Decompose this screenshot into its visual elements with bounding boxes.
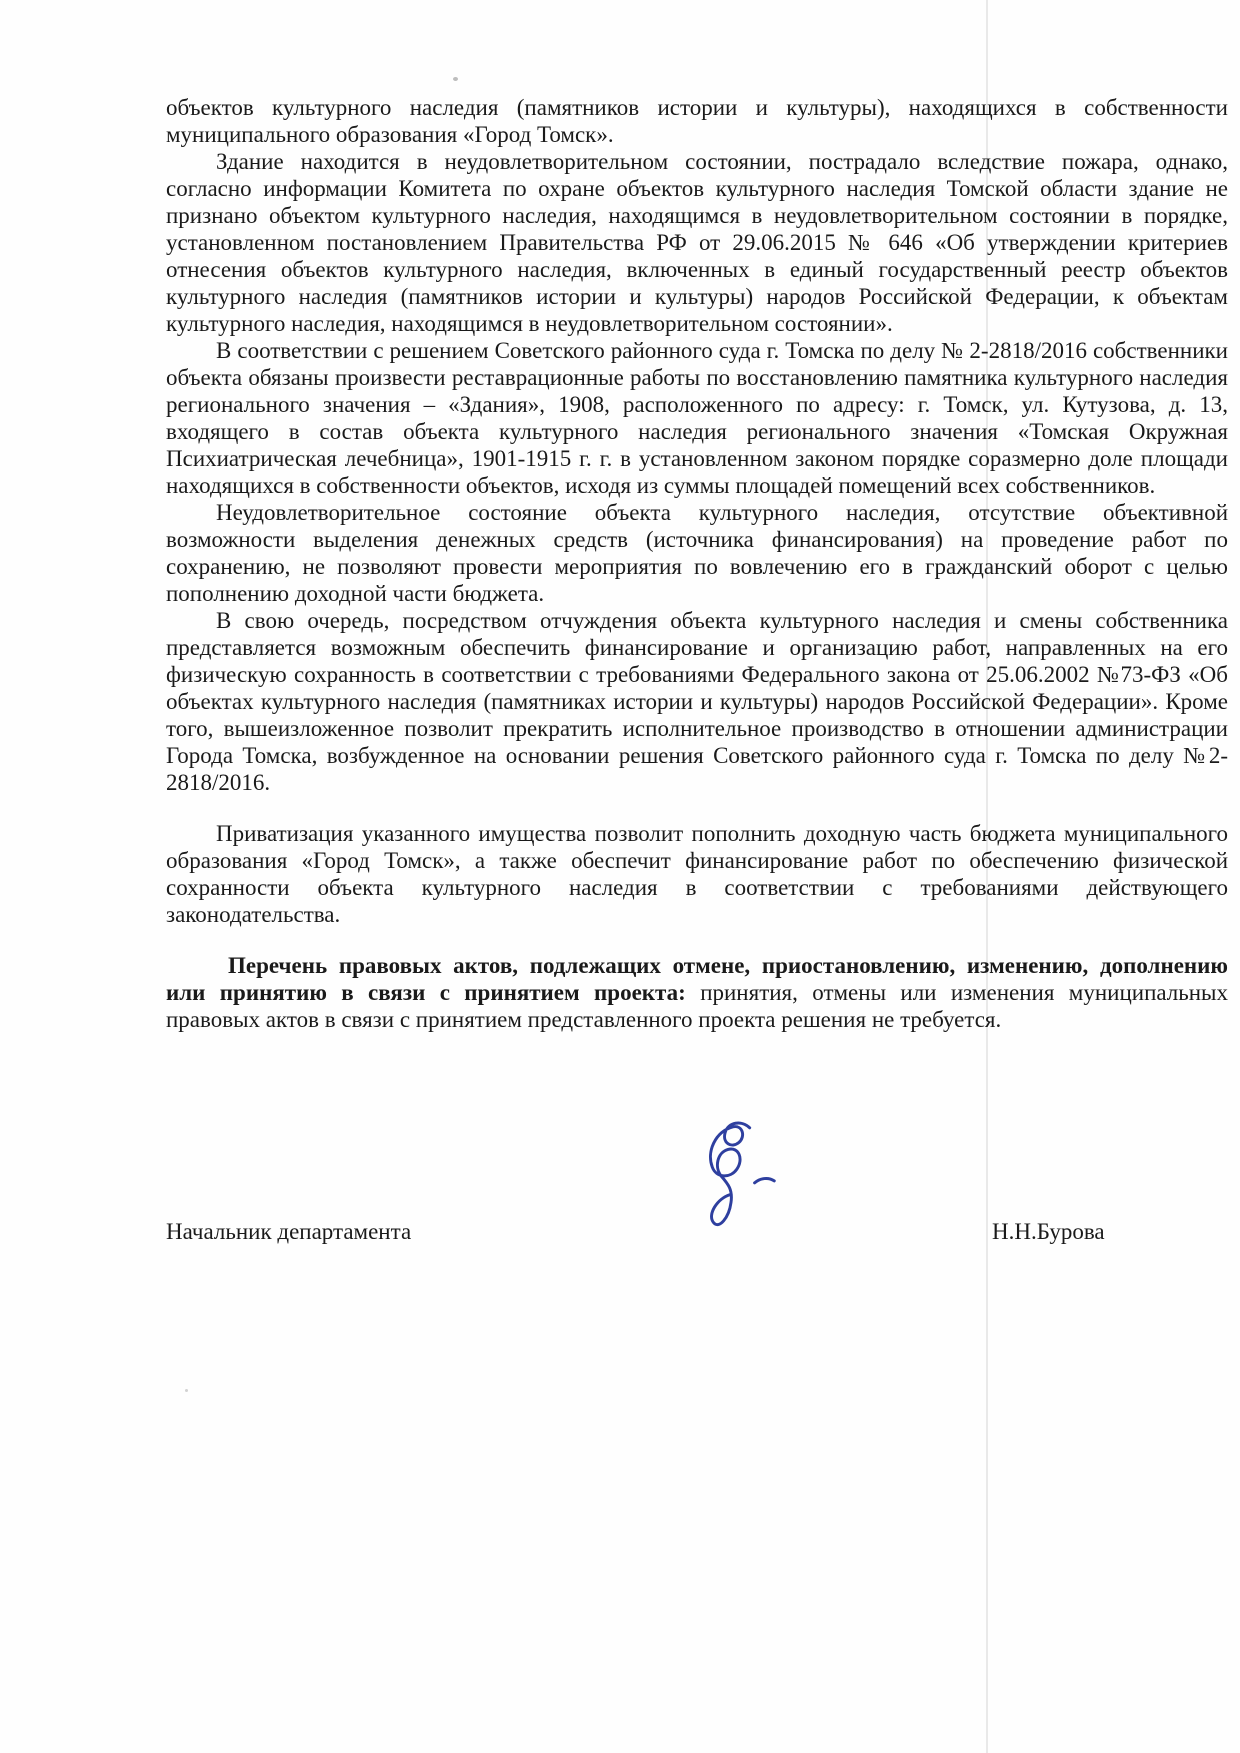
handwritten-signature-icon [671,1116,789,1234]
paragraph-building-condition: Здание находится в неудовлетворительном состоянии, пострадало вследствие пожара, однако, согласно информации Комитета по охране объектов культурного наследия Томской области здание не признано объектом культурного наследия, находящимся в неудовлетворительном состоянии в порядке, установленном постановлением Правительства РФ от 29.06.2015 № 646 «Об утверждении критериев отнесения объектов культурного наследия, включенных в единый государственный реестр объектов культурного наследия (памятников истории и культуры) народов Российской Федерации, к объектам культурного наследия, находящимся в неудовлетворительном состоянии». [166,149,1228,336]
legal-acts-bold-lead: Перечень правовых актов, подлежащих отмене, приостановлению, изменению, дополнению или принятию в связи с принятием проекта: [166,953,1228,1005]
paragraph-continuation: объектов культурного наследия (памятников истории и культуры), находящихся в собственности муниципального образования «Город Томск». [166,95,1228,147]
paragraph-privatization: Приватизация указанного имущества позволит пополнить доходную часть бюджета муниципального образования «Город Томск», а также обеспечит финансирование работ по обеспечению физической сохранности объекта культурного наследия в соответствии с требованиями действующего законодательства. [166,821,1228,927]
signatory-name: Н.Н.Бурова [992,1219,1105,1244]
legal-acts-text: принятия, отмены или изменения муниципальных правовых актов в связи с принятием представленного проекта решения не требуется. [166,980,1229,1032]
paragraph-alienation: В свою очередь, посредством отчуждения объекта культурного наследия и смены собственника представляется возможным обеспечить финансирование и организацию работ, направленных на его физическую сохранность в соответствии с требованиями Федерального закона от 25.06.2002 №73-ФЗ «Об объектах культурного наследия (памятниках истории и культуры) народов Российской Федерации». Кроме того, вышеизложенное позволит прекратить исполнительное производство в отношении администрации Города Томска, возбужденное на основании решения Советского районного суда г. Томска по делу №2-2818/2016. [166,608,1228,795]
paragraph-unsatisfactory-state: Неудовлетворительное состояние объекта культурного наследия, отсутствие объективной возможности выделения денежных средств (источника финансирования) на проведение работ по сохранению, не позволяют провести мероприятия по вовлечению его в гражданский оборот с целью пополнению доходной части бюджета. [166,500,1228,606]
paragraph-legal-acts [166,952,1228,1033]
signature-block [166,1191,1228,1286]
scan-speck [185,1389,188,1392]
signatory-title: Начальник департамента [166,1219,412,1244]
paragraph-court-decision: В соответствии с решением Советского районного суда г. Томска по делу № 2-2818/2016 собственники объекта обязаны произвести реставрационные работы по восстановлению памятника культурного наследия регионального значения – «Здания», 1908, расположенного по адресу: г. Томск, ул. Кутузова, д. 13, входящего в состав объекта культурного наследия регионального значения «Томская Окружная Психиатрическая лечебница», 1901-1915 г. г. в установленном законом порядке соразмерно доле площади находящихся в собственности объектов, исходя из суммы площадей помещений всех собственников. [166,338,1228,498]
